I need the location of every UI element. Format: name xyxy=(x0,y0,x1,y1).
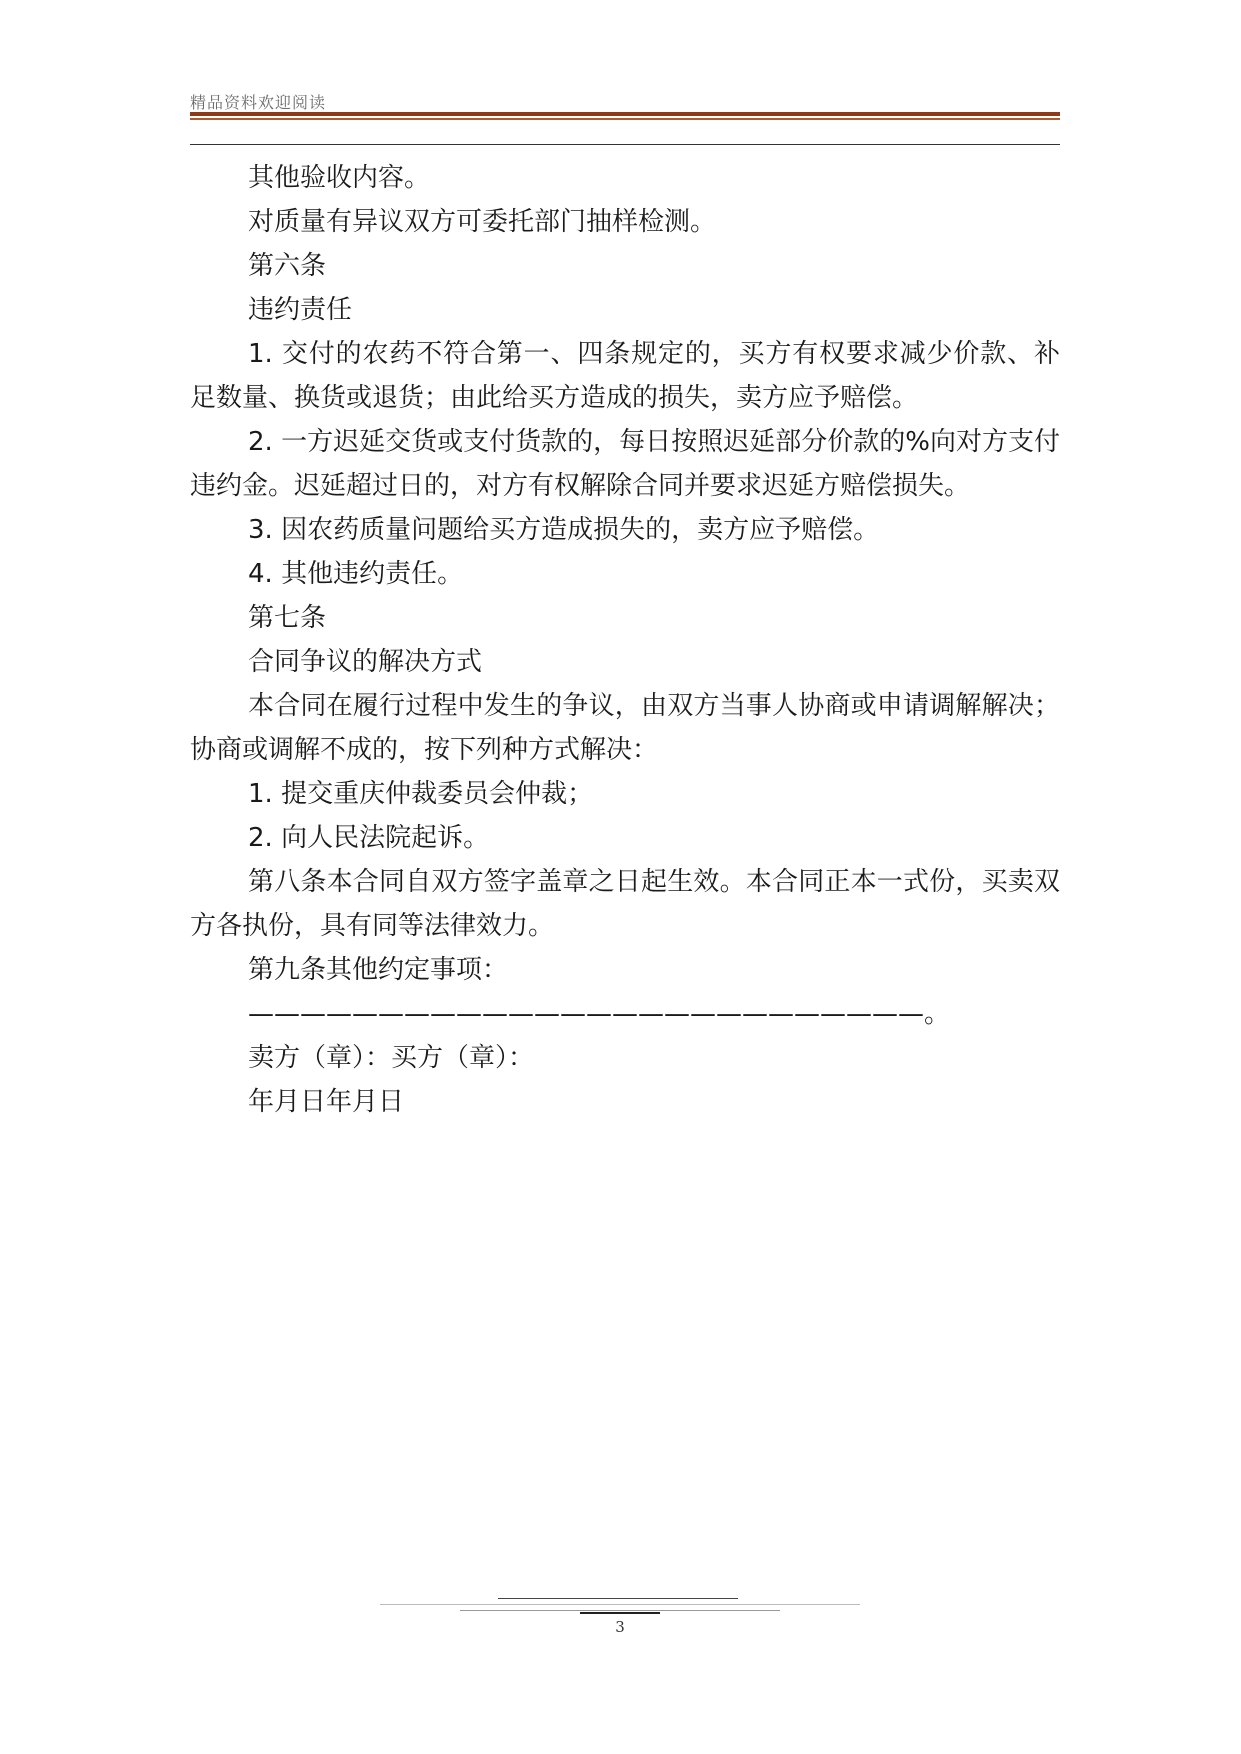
page-header xyxy=(190,88,1060,148)
section-heading: 第七条 xyxy=(248,603,327,633)
header-rule xyxy=(190,112,1060,116)
paragraph: 3. 因农药质量问题给买方造成损失的，卖方应予赔偿。 xyxy=(248,515,880,545)
paragraph: 第九条其他约定事项： xyxy=(248,955,509,985)
paragraph: 对质量有异议双方可委托部门抽样检测。 xyxy=(248,207,717,237)
paragraph: 1. 交付的农药不符合第一、四条规定的，买方有权要求减少价款、补足数量、换货或退货；由此给买方造成的损失，卖方应予赔偿。 xyxy=(190,339,1060,413)
fill-in-line: ——————————————————————————。 xyxy=(248,999,950,1029)
page-number: 3 xyxy=(615,1618,625,1636)
paragraph: 2. 向人民法院起诉。 xyxy=(248,823,490,853)
footer-rule xyxy=(380,1604,860,1605)
paragraph: 第八条本合同自双方签字盖章之日起生效。本合同正本一式份，买卖双方各执份，具有同等法律效力。 xyxy=(190,867,1060,941)
header-rule-accent xyxy=(190,118,1060,120)
date-line: 年月日年月日 xyxy=(248,1087,405,1117)
paragraph: 4. 其他违约责任。 xyxy=(248,559,464,589)
header-title: 精品资料欢迎阅读 xyxy=(190,93,327,112)
footer-rule xyxy=(460,1610,780,1611)
paragraph: 2. 一方迟延交货或支付货款的，每日按照迟延部分价款的%向对方支付违约金。迟延超过日的，对方有权解除合同并要求迟延方赔偿损失。 xyxy=(190,427,1060,501)
section-title: 合同争议的解决方式 xyxy=(248,647,483,677)
page-footer xyxy=(380,1598,860,1648)
paragraph: 1. 提交重庆仲裁委员会仲裁； xyxy=(248,779,594,809)
document-body xyxy=(190,156,1060,1124)
footer-rule xyxy=(498,1598,738,1599)
header-divider xyxy=(190,144,1060,145)
section-title: 违约责任 xyxy=(248,295,353,325)
footer-rule xyxy=(580,1612,660,1614)
paragraph: 其他验收内容。 xyxy=(248,163,431,193)
signature-line: 卖方（章）：买方（章）： xyxy=(248,1043,535,1073)
section-heading: 第六条 xyxy=(248,251,327,281)
paragraph: 本合同在履行过程中发生的争议，由双方当事人协商或申请调解解决；协商或调解不成的，按下列种方式解决： xyxy=(190,691,1060,765)
